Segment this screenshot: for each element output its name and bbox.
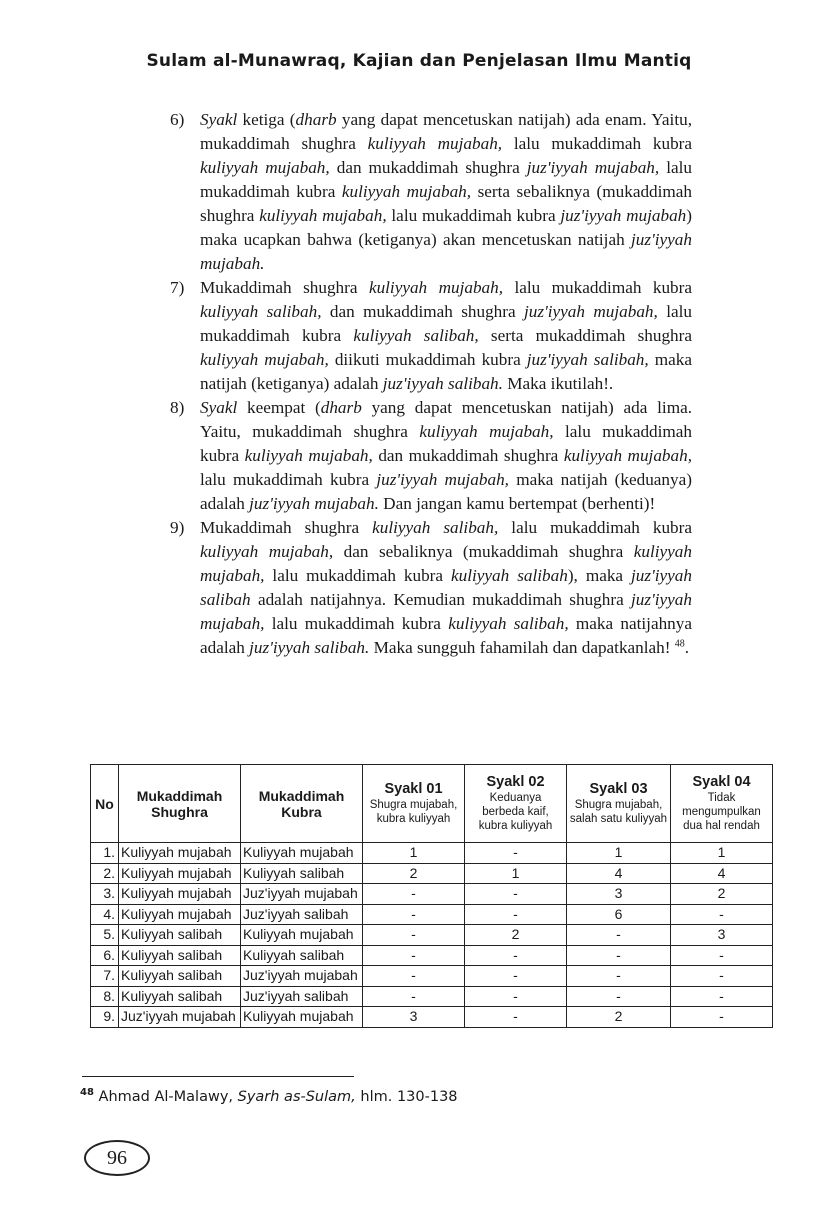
- text-segment: kuliyyah salibah,: [200, 302, 322, 321]
- table-cell-s3: -: [567, 945, 671, 966]
- text-segment: kuliyyah mujabah,: [200, 542, 334, 561]
- table-cell-no: 7.: [91, 966, 119, 987]
- table-cell-shughra: Kuliyyah salibah: [119, 925, 241, 946]
- table-cell-s4: 1: [671, 843, 773, 864]
- table-cell-kubra: Kuliyyah salibah: [241, 863, 363, 884]
- text-segment: lalu mukaddimah kubra: [200, 470, 377, 489]
- table-cell-s1: 2: [363, 863, 465, 884]
- text-segment: Mukaddimah shughra: [200, 518, 373, 537]
- table-row: [91, 1007, 773, 1028]
- text-segment: kuliyyah mujabah,: [367, 134, 503, 153]
- list-item: [170, 108, 692, 276]
- header-syakl-04-sub: Tidak mengumpulkan dua hal rendah: [682, 792, 761, 832]
- text-segment: dan mukaddimah shughra: [329, 158, 527, 177]
- table-cell-kubra: Kuliyyah mujabah: [241, 1007, 363, 1028]
- footnote-number: 48: [80, 1087, 94, 1099]
- text-segment: juz'iyyah mujabah,: [524, 302, 658, 321]
- list-item-number: 9): [170, 518, 185, 537]
- text-segment: adalah natijahnya. Kemudian mukaddimah shughra: [250, 590, 632, 609]
- header-syakl-03-sub: Shugra mujabah, salah satu kuliyyah: [569, 799, 668, 825]
- text-segment: kuliyyah salibah,: [448, 614, 569, 633]
- table-cell-shughra: Juz'iyyah mujabah: [119, 1007, 241, 1028]
- table-cell-no: 1.: [91, 843, 119, 864]
- text-segment: Maka ikutilah!.: [502, 374, 614, 393]
- page-number: 96: [84, 1140, 150, 1176]
- table-cell-no: 9.: [91, 1007, 119, 1028]
- header-no: No: [91, 765, 119, 843]
- table-cell-no: 2.: [91, 863, 119, 884]
- table-cell-s3: 1: [567, 843, 671, 864]
- table-cell-no: 6.: [91, 945, 119, 966]
- table-cell-no: 8.: [91, 986, 119, 1007]
- text-segment: ) maka ucapkan bahwa (ketiganya) akan mencetuskan natijah: [200, 206, 692, 249]
- text-segment: juz'iyyah salibah,: [526, 350, 649, 369]
- header-syakl-01-sub: Shugra mujabah, kubra kuliyyah: [369, 799, 458, 825]
- text-segment: Dan jangan kamu bertempat (berhenti)!: [378, 494, 656, 513]
- table-cell-s3: 2: [567, 1007, 671, 1028]
- table-cell-s1: -: [363, 884, 465, 905]
- header-syakl-02-sub: Keduanya berbeda kaif, kubra kuliyyah: [478, 792, 553, 832]
- header-syakl-03: [567, 765, 671, 843]
- text-segment: Syakl: [200, 110, 238, 129]
- table-cell-s3: 4: [567, 863, 671, 884]
- table-cell-kubra: Kuliyyah mujabah: [241, 843, 363, 864]
- text-segment: kuliyyah mujabah,: [200, 158, 330, 177]
- text-segment: yang dapat mencetuskan natijah) ada lima. Yaitu, mukaddimah shughra: [200, 398, 692, 441]
- list-item-text: [200, 108, 692, 276]
- table-cell-s1: -: [363, 986, 465, 1007]
- table-cell-s3: 6: [567, 904, 671, 925]
- header-syakl-03-title: Syakl 03: [589, 781, 648, 797]
- table-cell-s3: -: [567, 986, 671, 1007]
- table-cell-s4: -: [671, 986, 773, 1007]
- text-segment: lalu mukaddimah kubra: [264, 566, 452, 585]
- running-header: Sulam al-Munawraq, Kajian dan Penjelasan Ilmu Mantiq: [146, 51, 692, 71]
- text-segment: kuliyyah mujabah,: [259, 206, 387, 225]
- text-segment: kuliyyah mujabah,: [200, 542, 692, 585]
- list-item-text: [200, 396, 692, 516]
- text-segment: maka natijah (keduanya) adalah: [200, 470, 692, 513]
- table-cell-s2: -: [465, 966, 567, 987]
- text-segment: juz'iyyah salibah.: [249, 638, 370, 657]
- table-cell-shughra: Kuliyyah salibah: [119, 945, 241, 966]
- header-shughra: Mukaddimah Shughra: [119, 765, 241, 843]
- text-segment: Mukaddimah shughra: [200, 278, 369, 297]
- header-kubra: Mukaddimah Kubra: [241, 765, 363, 843]
- text-segment: ), maka: [567, 566, 632, 585]
- text-segment: lalu mukaddimah kubra: [200, 302, 692, 345]
- table-cell-s4: -: [671, 966, 773, 987]
- text-segment: lalu mukaddimah kubra: [503, 278, 692, 297]
- table-cell-s4: 2: [671, 884, 773, 905]
- text-segment: keempat (: [237, 398, 321, 417]
- table-row: [91, 986, 773, 1007]
- text-segment: lalu mukaddimah kubra: [200, 422, 693, 465]
- text-segment: kuliyyah mujabah,: [200, 350, 329, 369]
- table-cell-s4: -: [671, 904, 773, 925]
- table-cell-shughra: Kuliyyah salibah: [119, 966, 241, 987]
- text-segment: Maka sungguh fahamilah dan dapatkanlah!: [369, 638, 675, 657]
- text-segment: dharb: [320, 398, 362, 417]
- table-cell-s4: 3: [671, 925, 773, 946]
- text-segment: juz'iyyah mujabah,: [376, 470, 509, 489]
- text-segment: kuliyyah salibah,: [372, 518, 499, 537]
- table-row: [91, 904, 773, 925]
- table-cell-s1: -: [363, 904, 465, 925]
- table-cell-no: 3.: [91, 884, 119, 905]
- text-segment: lalu mukaddimah kubra: [502, 134, 693, 153]
- text-segment: .: [684, 638, 690, 657]
- text-segment: Syakl: [200, 398, 238, 417]
- text-segment: serta sebaliknya (mukaddimah shughra: [200, 182, 693, 225]
- text-segment: juz'iyyah mujabah: [560, 206, 687, 225]
- list-item-number: 8): [170, 398, 185, 417]
- table-cell-s1: -: [363, 945, 465, 966]
- table-cell-s2: -: [465, 1007, 567, 1028]
- text-segment: dan sebaliknya (mukaddimah shughra: [333, 542, 634, 561]
- text-segment: kuliyyah mujabah,: [419, 422, 554, 441]
- text-segment: juz'iyyah mujabah.: [249, 494, 379, 513]
- header-syakl-04: [671, 765, 773, 843]
- table-row: [91, 884, 773, 905]
- body-text: [170, 108, 692, 660]
- table-cell-kubra: Juz'iyyah salibah: [241, 904, 363, 925]
- header-syakl-04-title: Syakl 04: [692, 774, 751, 790]
- footnote: [80, 1089, 458, 1105]
- table-cell-s2: 2: [465, 925, 567, 946]
- table-cell-s1: -: [363, 925, 465, 946]
- text-segment: lalu mukaddimah kubra: [498, 518, 692, 537]
- footnote-author: Ahmad Al-Malawy,: [98, 1089, 238, 1105]
- table-cell-s2: -: [465, 986, 567, 1007]
- table-cell-shughra: Kuliyyah mujabah: [119, 884, 241, 905]
- table-cell-s4: -: [671, 945, 773, 966]
- table-header-row: [91, 765, 773, 843]
- table-cell-kubra: Juz'iyyah mujabah: [241, 884, 363, 905]
- footnote-ref: 48: [674, 638, 685, 650]
- list-item: [170, 396, 692, 516]
- text-segment: juz'iyyah mujabah,: [200, 590, 692, 633]
- text-segment: kuliyyah mujabah,: [244, 446, 373, 465]
- footnote-pages: hlm. 130-138: [355, 1089, 458, 1105]
- list-item-number: 6): [170, 110, 185, 129]
- table-cell-shughra: Kuliyyah mujabah: [119, 843, 241, 864]
- table-cell-kubra: Juz'iyyah salibah: [241, 986, 363, 1007]
- text-segment: kuliyyah mujabah,: [368, 278, 504, 297]
- list-item-text: [200, 516, 692, 660]
- text-segment: kuliyyah mujabah,: [563, 446, 693, 465]
- table-cell-s4: 4: [671, 863, 773, 884]
- text-segment: yang dapat mencetuskan natijah) ada enam. Yaitu, mukaddimah shughra: [200, 110, 692, 153]
- table-cell-s1: -: [363, 966, 465, 987]
- table-cell-shughra: Kuliyyah mujabah: [119, 863, 241, 884]
- table-cell-s2: -: [465, 904, 567, 925]
- text-segment: juz'iyyah salibah: [200, 566, 692, 609]
- table-cell-s2: -: [465, 945, 567, 966]
- header-syakl-02: [465, 765, 567, 843]
- table-cell-s1: 3: [363, 1007, 465, 1028]
- table-cell-s3: -: [567, 925, 671, 946]
- text-segment: serta mukaddimah shughra: [478, 326, 692, 345]
- text-segment: kuliyyah mujabah,: [341, 182, 472, 201]
- table-cell-s3: -: [567, 966, 671, 987]
- footnote-work: Syarh as-Sulam,: [237, 1089, 356, 1105]
- header-syakl-01-title: Syakl 01: [384, 781, 443, 797]
- table-row: [91, 843, 773, 864]
- text-segment: lalu mukaddimah kubra: [264, 614, 449, 633]
- footnote-divider: [82, 1076, 354, 1077]
- text-segment: juz'iyyah salibah.: [382, 374, 503, 393]
- text-segment: lalu mukaddimah kubra: [386, 206, 561, 225]
- table-row: [91, 925, 773, 946]
- table-cell-kubra: Juz'iyyah mujabah: [241, 966, 363, 987]
- header-syakl-01: [363, 765, 465, 843]
- header-syakl-02-title: Syakl 02: [486, 774, 545, 790]
- text-segment: maka natijahnya adalah: [200, 614, 692, 657]
- list-item-number: 7): [170, 278, 185, 297]
- text-segment: ketiga (: [237, 110, 296, 129]
- list-item: [170, 276, 692, 396]
- text-segment: dan mukaddimah shughra: [372, 446, 564, 465]
- text-segment: juz'iyyah mujabah.: [200, 230, 692, 273]
- table-row: [91, 966, 773, 987]
- list-item-text: [200, 276, 692, 396]
- text-segment: diikuti mukaddimah kubra: [328, 350, 527, 369]
- table-cell-s2: 1: [465, 863, 567, 884]
- table-cell-no: 4.: [91, 904, 119, 925]
- table-cell-no: 5.: [91, 925, 119, 946]
- table-row: [91, 945, 773, 966]
- table-cell-s1: 1: [363, 843, 465, 864]
- text-segment: maka natijah (ketiganya) adalah: [200, 350, 692, 393]
- table-cell-s4: -: [671, 1007, 773, 1028]
- table-cell-kubra: Kuliyyah mujabah: [241, 925, 363, 946]
- text-segment: dan mukaddimah shughra: [321, 302, 525, 321]
- syllogism-table: [90, 764, 773, 1028]
- table-row: [91, 863, 773, 884]
- table-cell-s2: -: [465, 843, 567, 864]
- table-cell-shughra: Kuliyyah salibah: [119, 986, 241, 1007]
- text-segment: juz'iyyah mujabah,: [526, 158, 660, 177]
- table-cell-s3: 3: [567, 884, 671, 905]
- table-cell-shughra: Kuliyyah mujabah: [119, 904, 241, 925]
- table-cell-kubra: Kuliyyah salibah: [241, 945, 363, 966]
- text-segment: kuliyyah salibah,: [353, 326, 479, 345]
- table-cell-s2: -: [465, 884, 567, 905]
- list-item: [170, 516, 692, 660]
- text-segment: lalu mukaddimah kubra: [200, 158, 692, 201]
- text-segment: kuliyyah salibah: [451, 566, 568, 585]
- text-segment: dharb: [295, 110, 337, 129]
